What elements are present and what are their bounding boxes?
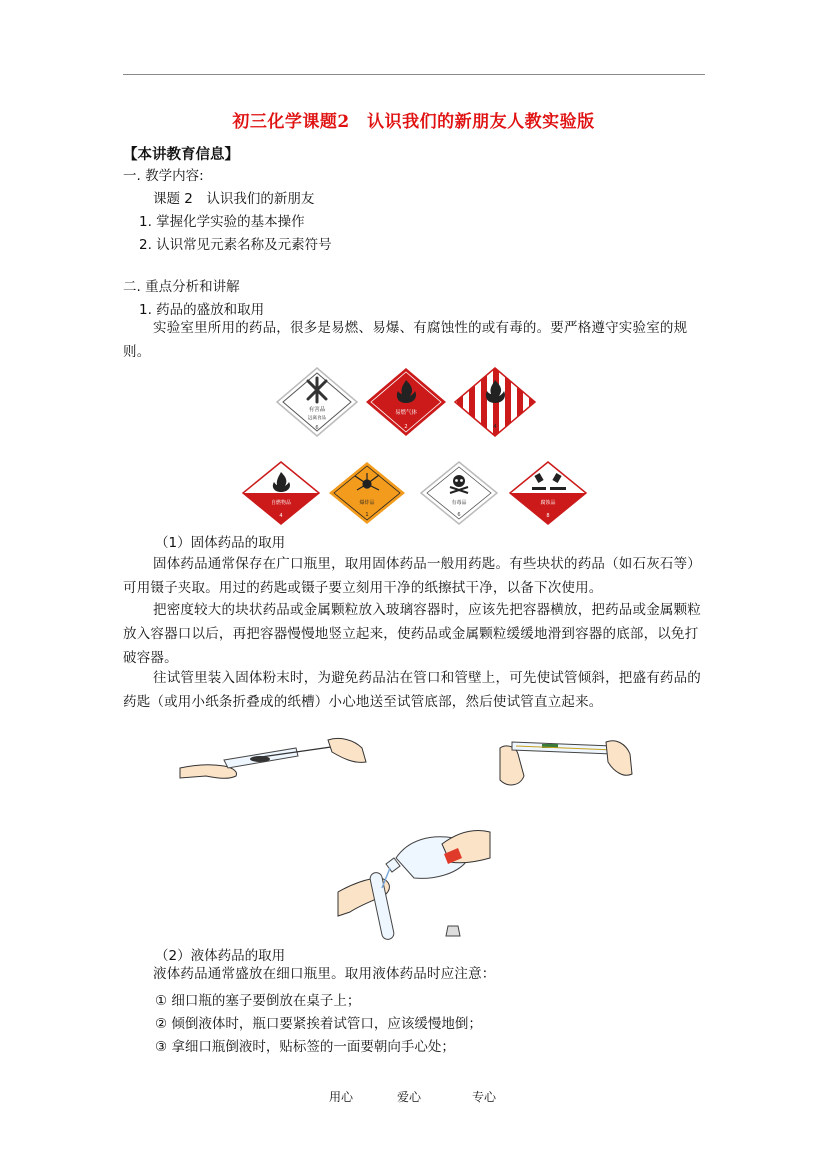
liquid-step-1: ① 细口瓶的塞子要倒放在桌子上；: [155, 993, 361, 1009]
hazard-sign-explosive: [327, 460, 407, 526]
hazard-sign-toxic: [419, 460, 499, 526]
sign-num: 2: [404, 424, 408, 430]
hazard-sign-corrosive: [508, 460, 588, 526]
part1-heading: 一. 教学内容:: [123, 168, 204, 184]
part1-topic: 课题 2 认识我们的新朋友: [153, 191, 315, 207]
liquid-step-2: ② 倾倒液体时，瓶口要紧挨着试管口，应该缓慢地倒；: [155, 1016, 482, 1032]
sign-num: 4: [493, 424, 497, 430]
footer-item: 专心: [472, 1090, 497, 1104]
section-info: 【本讲教育信息】: [123, 147, 239, 163]
footer-item: 用心: [329, 1090, 354, 1104]
footer-item: 爱心: [397, 1090, 422, 1104]
sign-num: 8: [546, 513, 550, 519]
solid-paragraph-3: 往试管里装入固体粉末时，为避免药品沾在管口和管壁上，可先使试管倾斜，把盛有药品的药匙（或用小纸条折叠成的纸槽）小心地送至试管底部，然后使试管直立起来。: [123, 670, 701, 710]
sign-label: 自燃物品: [270, 500, 292, 506]
sign-num: 6: [315, 425, 319, 431]
hazard-sign-flammable-solid: [453, 366, 537, 438]
sign-label: 易燃气体: [394, 410, 418, 416]
solid-paragraph-2: 把密度较大的块状药品或金属颗粒放入玻璃容器时，应该先把容器横放，把药品或金属颗粒放入容器口以后，再把容器慢慢地竖立起来，使药品或金属颗粒缓缓地滑到容器的底部，以免打破容器。: [123, 602, 701, 666]
sign-label: 有害品: [308, 407, 326, 413]
sign-num: 4: [279, 513, 283, 519]
hazard-sign-spontaneous: [241, 460, 321, 526]
part2-heading: 二. 重点分析和讲解: [123, 279, 240, 295]
liquid-step-3: ③ 拿细口瓶倒液时，贴标签的一面要朝向手心处；: [155, 1039, 455, 1055]
part1-item-2: 2. 认识常见元素名称及元素符号: [139, 237, 332, 253]
sign-num: 6: [457, 512, 461, 518]
intro-paragraph: 实验室里所用的药品，很多是易燃、易爆、有腐蚀性的或有毒的。要严格遵守实验室的规则。: [123, 320, 688, 360]
illustration-paper-trough: [494, 728, 636, 798]
sign-num: 1: [365, 512, 369, 518]
sign-sub: 远离食品: [308, 416, 326, 421]
liquid-heading: （2）液体药品的取用: [155, 948, 286, 964]
solid-paragraph-1: 固体药品通常保存在广口瓶里，取用固体药品一般用药匙。有些块状的药品（如石灰石等）可用镊子夹取。用过的药匙或镊子要立刻用干净的纸擦拭干净，以备下次使用。: [123, 556, 701, 596]
illustration-spatula-tube: [178, 728, 368, 798]
hazard-sign-harmful: [275, 366, 359, 438]
part2-sub1: 1. 药品的盛放和取用: [139, 302, 265, 318]
sign-label: 腐蚀品: [540, 500, 556, 506]
solid-heading: （1）固体药品的取用: [155, 535, 286, 551]
liquid-paragraph-1: 液体药品通常盛放在细口瓶里。取用液体药品时应注意：: [153, 966, 496, 982]
header-rule: [123, 74, 705, 75]
sign-label: 有毒品: [451, 500, 467, 506]
hazard-sign-flammable-gas: [364, 366, 448, 438]
sign-label: 爆炸品: [359, 500, 375, 506]
illustration-pour-liquid: [334, 818, 494, 944]
page-title: 初三化学课题2 认识我们的新朋友人教实验版: [232, 112, 595, 132]
part1-item-1: 1. 掌握化学实验的基本操作: [139, 214, 305, 230]
